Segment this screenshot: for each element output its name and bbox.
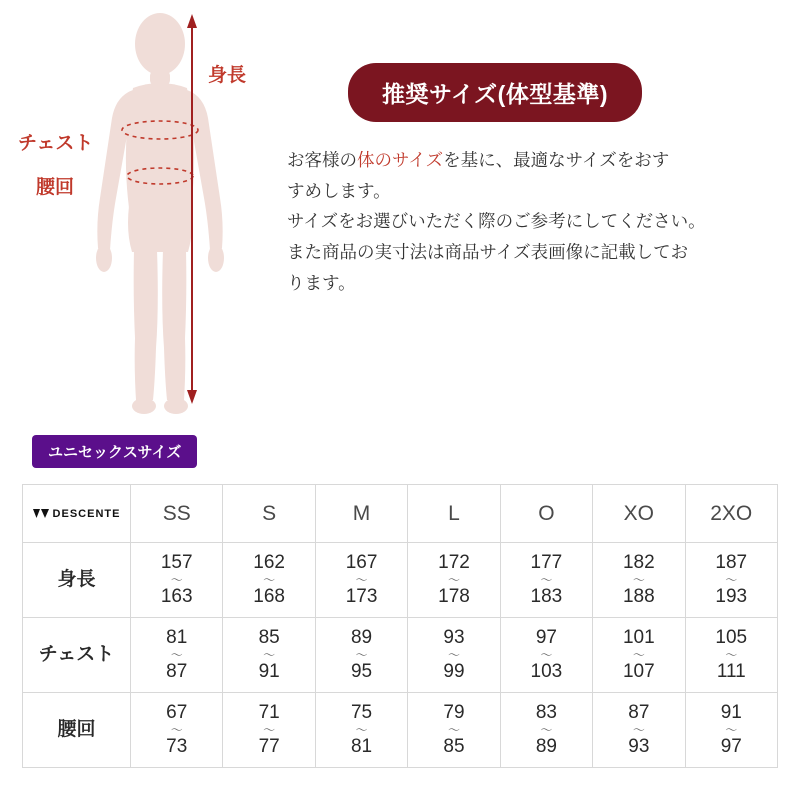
waist-label: 腰回 <box>36 177 75 198</box>
cell-waist-o: 83 〜 89 <box>500 693 592 768</box>
row-label-waist: 腰回 <box>23 693 131 768</box>
body-figure-illustration <box>0 0 280 430</box>
description-highlight-body: 体の <box>357 150 392 170</box>
column-header-o: O <box>500 485 592 543</box>
column-header-l: L <box>408 485 500 543</box>
cell-chest-o: 97 〜 103 <box>500 618 592 693</box>
height-label: 身長 <box>208 65 247 86</box>
description-line1-a: お客様の <box>287 150 357 170</box>
cell-height-l: 172 〜 178 <box>408 543 500 618</box>
description-line4: また商品の実寸法は商品サイズ表画像に記載してお <box>287 241 689 262</box>
column-header-xo: XO <box>593 485 685 543</box>
cell-waist-2xo: 91 〜 97 <box>685 693 777 768</box>
cell-waist-l: 79 〜 85 <box>408 693 500 768</box>
cell-height-xo: 182 〜 188 <box>593 543 685 618</box>
table-row <box>23 618 778 693</box>
cell-height-ss: 157 〜 163 <box>131 543 223 618</box>
cell-height-s: 162 〜 168 <box>223 543 315 618</box>
descente-logo-icon <box>33 507 49 520</box>
description-line3: サイズをお選びいただく際のご参考にしてください。 <box>287 211 706 232</box>
column-header-2xo: 2XO <box>685 485 777 543</box>
unisex-size-tag: ユニセックスサイズ <box>32 435 197 468</box>
cell-chest-m: 89 〜 95 <box>315 618 407 693</box>
brand-logo-cell <box>23 485 131 543</box>
column-header-ss: SS <box>131 485 223 543</box>
description-line5: ります。 <box>287 272 356 293</box>
cell-chest-s: 85 〜 91 <box>223 618 315 693</box>
cell-height-2xo: 187 〜 193 <box>685 543 777 618</box>
size-table <box>22 484 778 768</box>
cell-waist-ss: 67 〜 73 <box>131 693 223 768</box>
column-header-s: S <box>223 485 315 543</box>
table-header-row <box>23 485 778 543</box>
brand-name: DESCENTE <box>52 507 121 520</box>
cell-height-o: 177 〜 183 <box>500 543 592 618</box>
column-header-m: M <box>315 485 407 543</box>
cell-waist-xo: 87 〜 93 <box>593 693 685 768</box>
table-row <box>23 543 778 618</box>
cell-height-m: 167 〜 173 <box>315 543 407 618</box>
cell-chest-ss: 81 〜 87 <box>131 618 223 693</box>
cell-waist-s: 71 〜 77 <box>223 693 315 768</box>
page-title: 推奨サイズ(体型基準) <box>348 63 642 122</box>
description-highlight-size: サイズ <box>392 150 444 170</box>
cell-chest-2xo: 105 〜 111 <box>685 618 777 693</box>
cell-waist-m: 75 〜 81 <box>315 693 407 768</box>
row-label-chest: チェスト <box>23 618 131 693</box>
cell-chest-l: 93 〜 99 <box>408 618 500 693</box>
cell-chest-xo: 101 〜 107 <box>593 618 685 693</box>
description-line2: すめします。 <box>287 180 391 201</box>
description-text <box>287 145 782 298</box>
table-row <box>23 693 778 768</box>
description-line1-c: を基に、最適なサイズをおす <box>443 150 670 170</box>
chest-label: チェスト <box>18 133 94 154</box>
row-label-height: 身長 <box>23 543 131 618</box>
